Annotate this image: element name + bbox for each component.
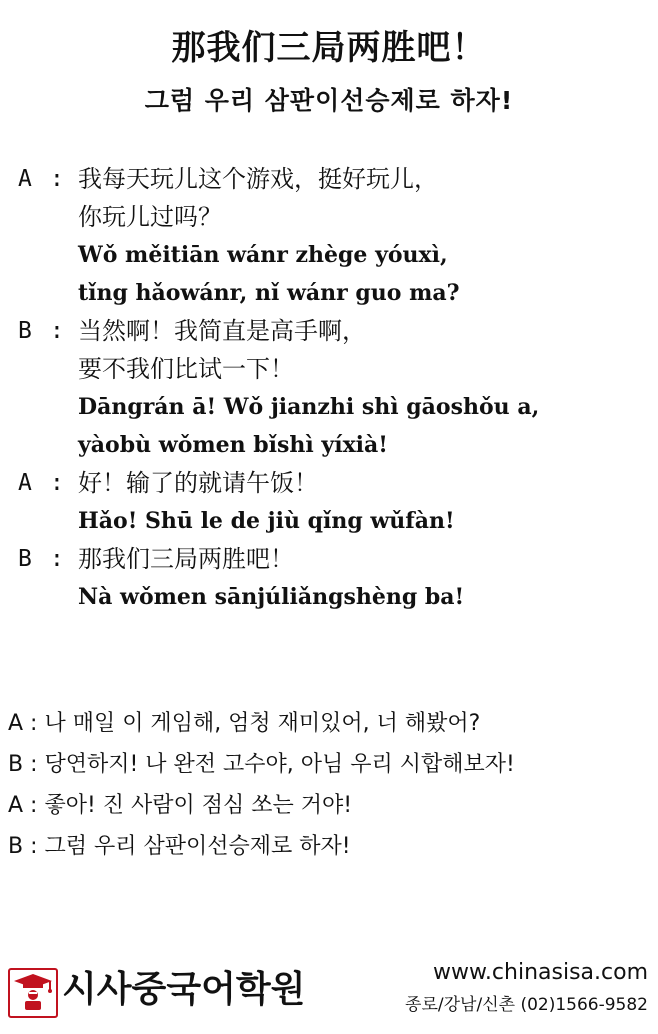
speaker-label: A	[18, 166, 32, 192]
speaker-colon: :	[50, 546, 64, 572]
chinese-line: 好！输了的就请午饭！	[78, 469, 318, 497]
speaker-label: B	[18, 546, 32, 572]
speaker-colon: :	[50, 166, 64, 192]
speaker-label: B	[18, 318, 32, 344]
korean-translation	[8, 703, 648, 867]
korean-line: B : 당연하지! 나 완전 고수야, 아님 우리 시합해보자!	[8, 752, 515, 777]
korean-line: A : 좋아! 진 사람이 점심 쏘는 거야!	[8, 793, 353, 818]
speaker-colon: :	[50, 470, 64, 496]
dialog-turn	[18, 160, 648, 312]
speaker-label: A	[18, 470, 32, 496]
website-url[interactable]: www.chinasisa.com	[432, 960, 648, 985]
pinyin-line: tǐng hǎowánr, nǐ wánr guo ma?	[78, 280, 460, 306]
dialog-turn	[18, 464, 648, 540]
pinyin-line: Hǎo! Shū le de jiù qǐng wǔfàn!	[78, 508, 455, 534]
contact-info: 종로/강남/신촌 (02)1566-9582	[405, 995, 648, 1015]
sisa-logo-icon	[8, 968, 58, 1018]
dialog-section	[18, 160, 648, 616]
dialog-turn	[18, 540, 648, 616]
pinyin-line: Dāngrán ā! Wǒ jianzhi shì gāoshǒu a,	[78, 394, 540, 420]
footer	[0, 958, 658, 1028]
korean-line: A : 나 매일 이 게임해, 엄청 재미있어, 너 해봤어?	[8, 711, 481, 736]
dialog-lines	[78, 160, 648, 312]
pinyin-line: Nà wǒmen sānjúliǎngshèng ba!	[78, 584, 465, 610]
speaker-colon: :	[50, 318, 64, 344]
chinese-line: 我每天玩儿这个游戏，挺好玩儿，	[78, 165, 438, 193]
chinese-line: 当然啊！我简直是高手啊，	[78, 317, 366, 345]
dialog-lines	[78, 540, 648, 616]
dialog-lines	[78, 464, 648, 540]
chinese-line: 你玩儿过吗？	[78, 203, 222, 231]
pinyin-line: Wǒ měitiān wánr zhège yóuxì,	[78, 242, 448, 268]
page-title-korean: 그럼 우리 삼판이선승제로 하자!	[144, 86, 514, 115]
chinese-line: 要不我们比试一下！	[78, 355, 294, 383]
dialog-turn	[18, 312, 648, 464]
pinyin-line: yàobù wǒmen bǐshì yíxià!	[78, 432, 388, 458]
korean-line: B : 그럼 우리 삼판이선승제로 하자!	[8, 834, 351, 859]
academy-name: 시사중국어학원	[62, 969, 306, 1010]
chinese-line: 那我们三局两胜吧！	[78, 545, 294, 573]
page-title-chinese: 那我们三局两胜吧！	[171, 28, 487, 68]
dialog-lines	[78, 312, 648, 464]
